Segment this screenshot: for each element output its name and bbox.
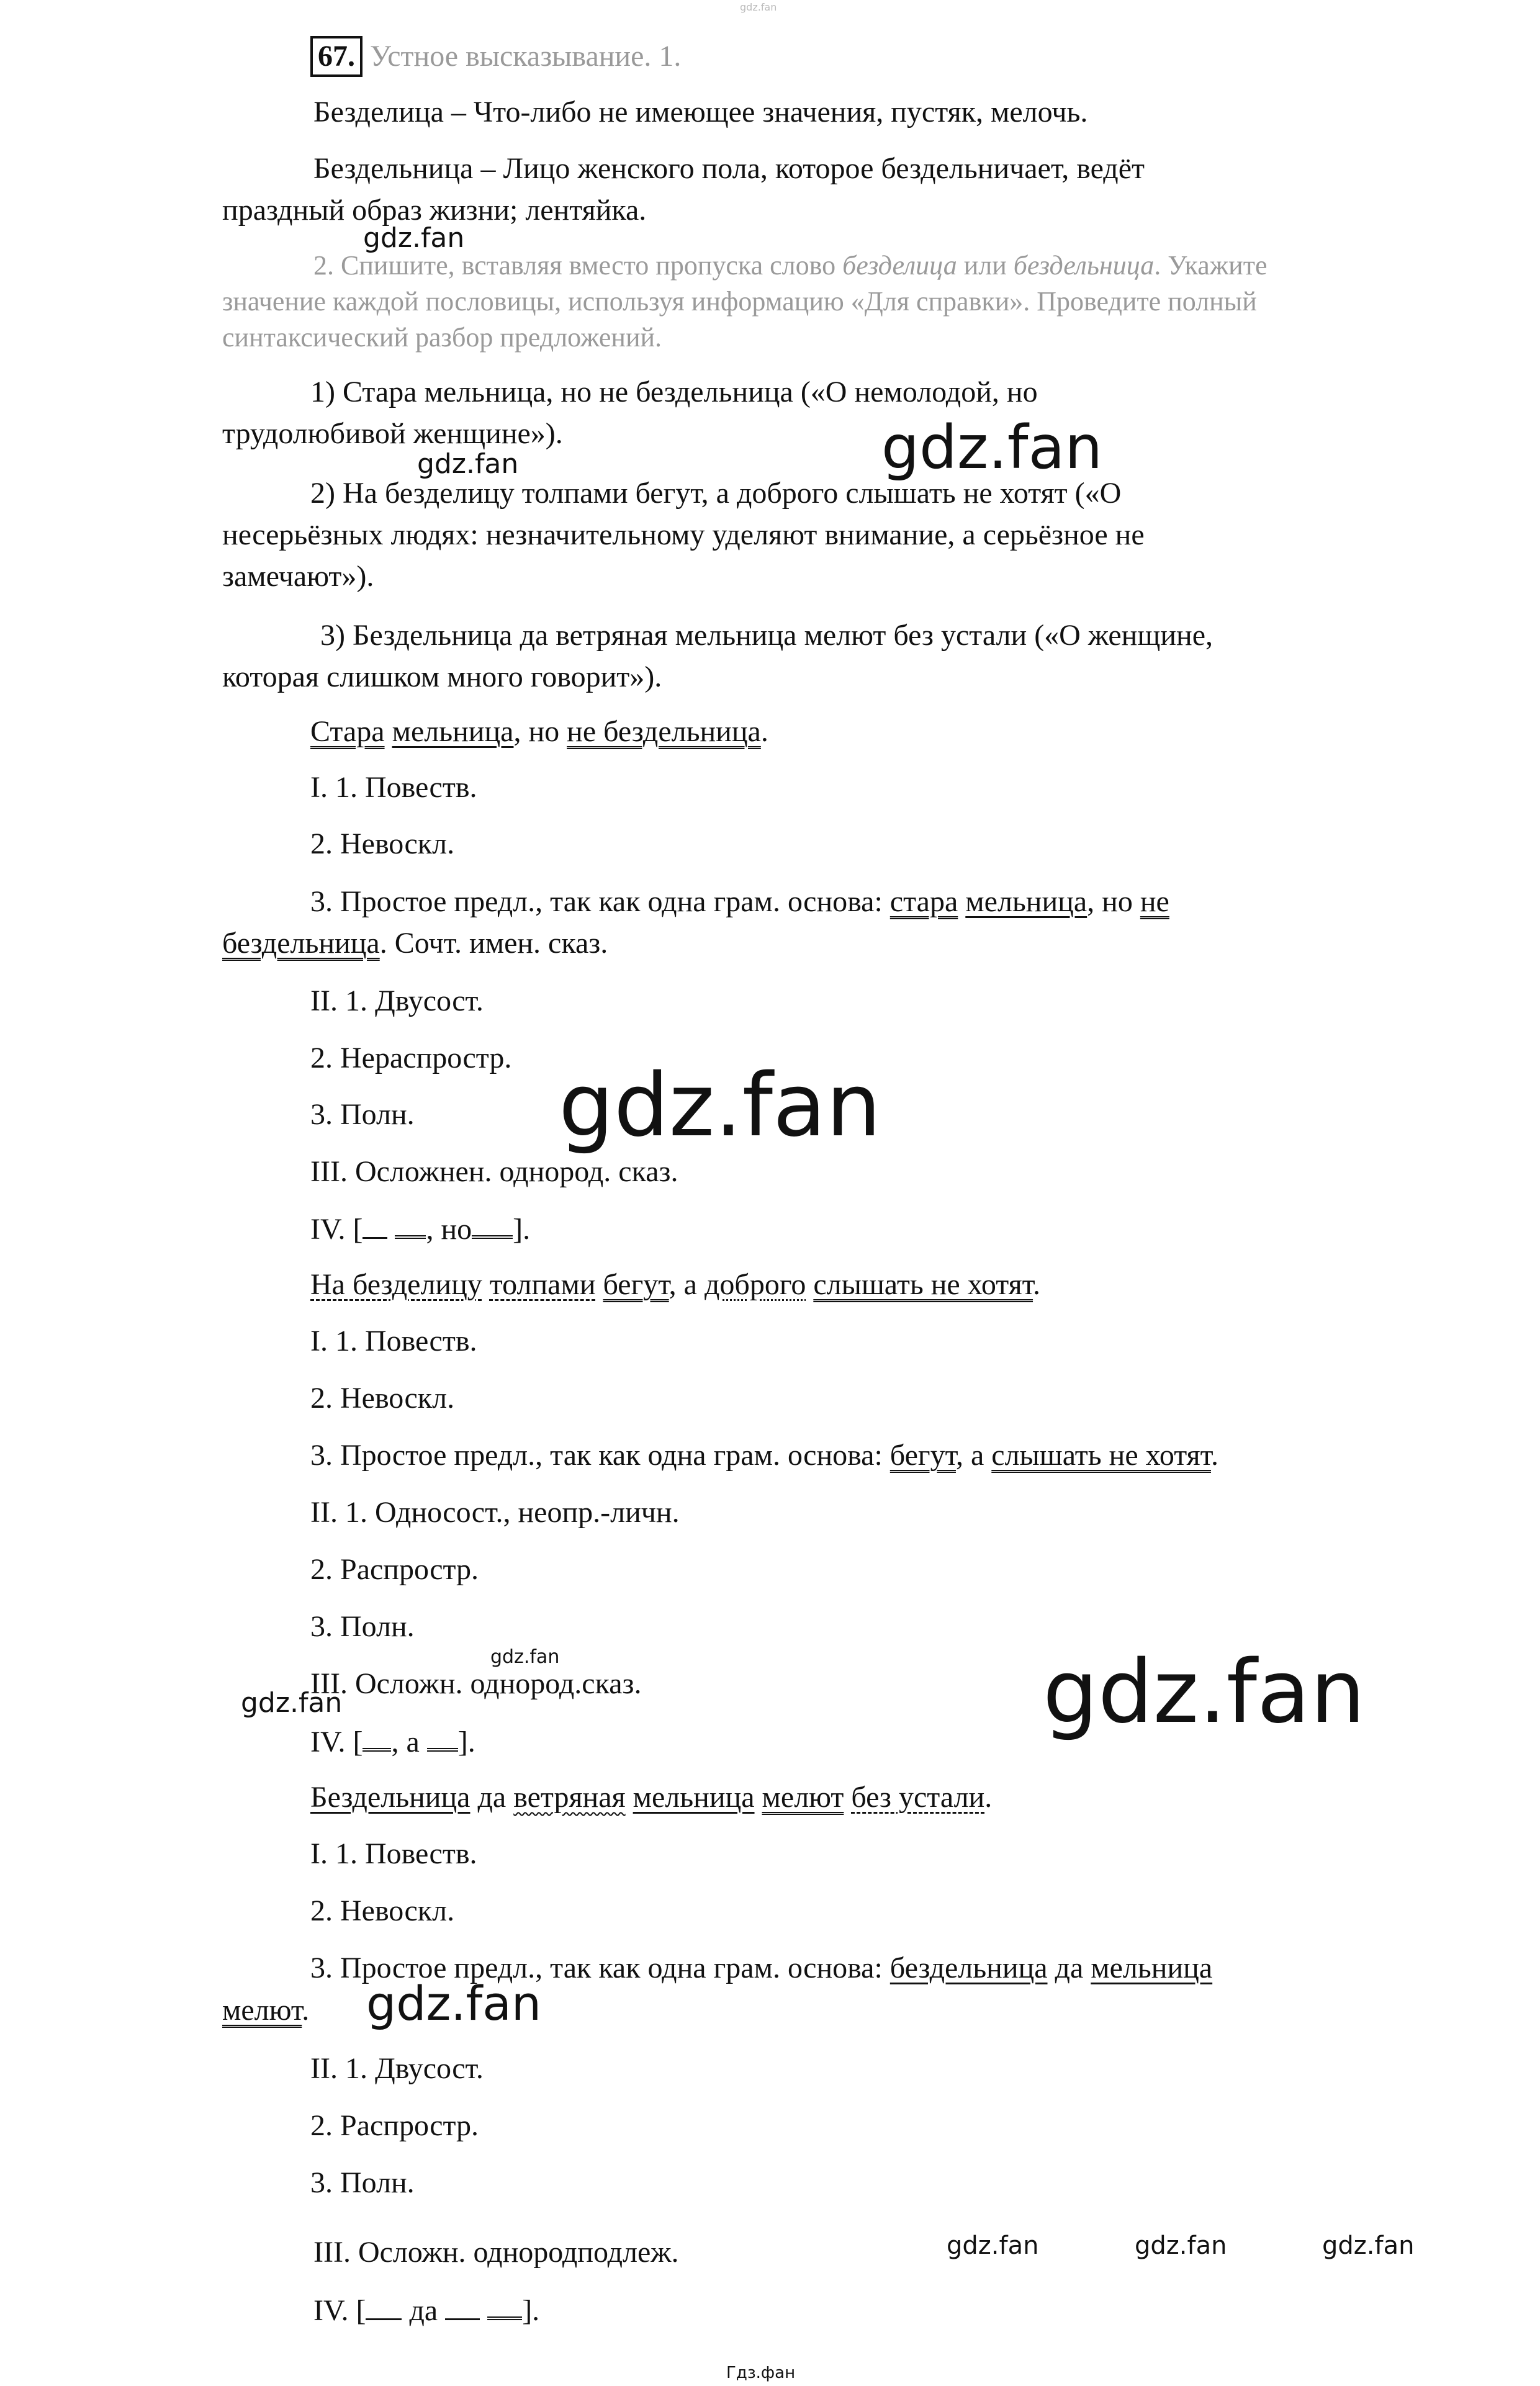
s1-item-i1: I. 1. Повеств. [310,771,477,804]
watermark-3: gdz.fan [881,413,1103,482]
watermark-1: gdz.fan [363,222,465,254]
s1-item-ii1: II. 1. Двусост. [310,984,484,1017]
proverb-2-line-2: несерьёзных людях: незначительному уделяют внимание, а серьёзное не [222,518,1145,551]
definition-1: Безделица – Что-либо не имеющее значения, пустяк, мелочь. [313,96,1088,128]
s1-item-ii3: 3. Полн. [310,1098,415,1131]
s3-item-ii1: II. 1. Двусост. [310,2052,484,2085]
s3-item-i3: 3. Простое предл., так как одна грам. основа: бездельница да мельница [310,1952,1213,1984]
s2-item-i3: 3. Простое предл., так как одна грам. основа: бегут, а слышать не хотят. [310,1439,1218,1472]
watermark-10: gdz.fan [1135,2231,1227,2260]
proverb-3-line-2: которая слишком много говорит»). [222,660,662,693]
watermark-2: gdz.fan [417,448,519,480]
task2-line-3: синтаксический разбор предложений. [222,322,662,353]
s1-scheme: IV. [ , но ]. [310,1210,530,1248]
watermark-7: gdz.fan [1043,1642,1366,1743]
s2-item-ii1: II. 1. Односост., неопр.-личн. [310,1496,680,1529]
s3-item-iii: III. Осложн. однородподлеж. [313,2236,679,2269]
s2-item-iii: III. Осложн. однород.сказ. [310,1667,642,1700]
s1-item-iii: III. Осложнен. однород. сказ. [310,1155,678,1188]
exercise-title: Устное высказывание. 1. [370,40,682,73]
s3-item-i2: 2. Невоскл. [310,1894,455,1927]
proverb-3-line-1: 3) Бездельница да ветряная мельница мелют без устали («О женщине, [320,619,1214,652]
footer-watermark: Гдз.фан [726,2364,796,2382]
s3-item-i3-cont: мелют. [222,1994,310,2027]
s3-item-ii2: 2. Распростр. [310,2109,479,2142]
proverb-1-line-1: 1) Стара мельница, но не бездельница («О немолодой, но [310,376,1038,408]
s2-item-i2: 2. Невоскл. [310,1382,455,1415]
task2-line-1: 2. Спишите, вставляя вместо пропуска слово безделица или бездельница. Укажите [313,250,1268,281]
s1-item-i3-cont: бездельница. Сочт. имен. сказ. [222,927,608,960]
sentence-3: Бездельница да ветряная мельница мелют без устали. [310,1781,993,1814]
s2-item-ii3: 3. Полн. [310,1610,415,1643]
definition-2-line-1: Бездельница – Лицо женского пола, которое бездельничает, ведёт [313,152,1145,185]
sentence-1: Стара мельница, но не бездельница. [310,715,768,748]
proverb-1-line-2: трудолюбивой женщине»). [222,417,563,450]
s2-scheme: IV. [ , а ]. [310,1723,475,1760]
s1-item-ii2: 2. Нераспростр. [310,1042,512,1074]
s2-item-ii2: 2. Распростр. [310,1553,479,1586]
s3-scheme: IV. [ да ]. [313,2292,539,2329]
proverb-2-line-3: замечают»). [222,560,374,593]
s3-item-ii3: 3. Полн. [310,2166,415,2199]
watermark-6: gdz.fan [241,1687,343,1719]
exercise-number: 67. [310,36,362,77]
watermark-8: gdz.fan [366,1976,542,2031]
sentence-2: На безделицу толпами бегут, а доброго слышать не хотят. [310,1268,1041,1301]
s2-item-i1: I. 1. Повеств. [310,1325,477,1357]
s1-item-i2: 2. Невоскл. [310,827,455,860]
watermark-5: gdz.fan [490,1646,560,1668]
exercise-heading [310,36,681,77]
s3-item-i1: I. 1. Повеств. [310,1837,477,1870]
proverb-2-line-1: 2) На безделицу толпами бегут, а доброго слышать не хотят («О [310,477,1122,510]
header-tiny-watermark: gdz.fan [740,1,777,13]
definition-2-line-2: праздный образ жизни; лентяйка. [222,194,647,227]
s1-item-i3: 3. Простое предл., так как одна грам. основа: стара мельница, но не [310,885,1169,918]
task2-line-2: значение каждой пословицы, используя информацию «Для справки». Проведите полный [222,286,1257,317]
watermark-11: gdz.fan [1322,2231,1415,2260]
watermark-9: gdz.fan [947,2231,1039,2260]
watermark-4: gdz.fan [559,1055,881,1156]
